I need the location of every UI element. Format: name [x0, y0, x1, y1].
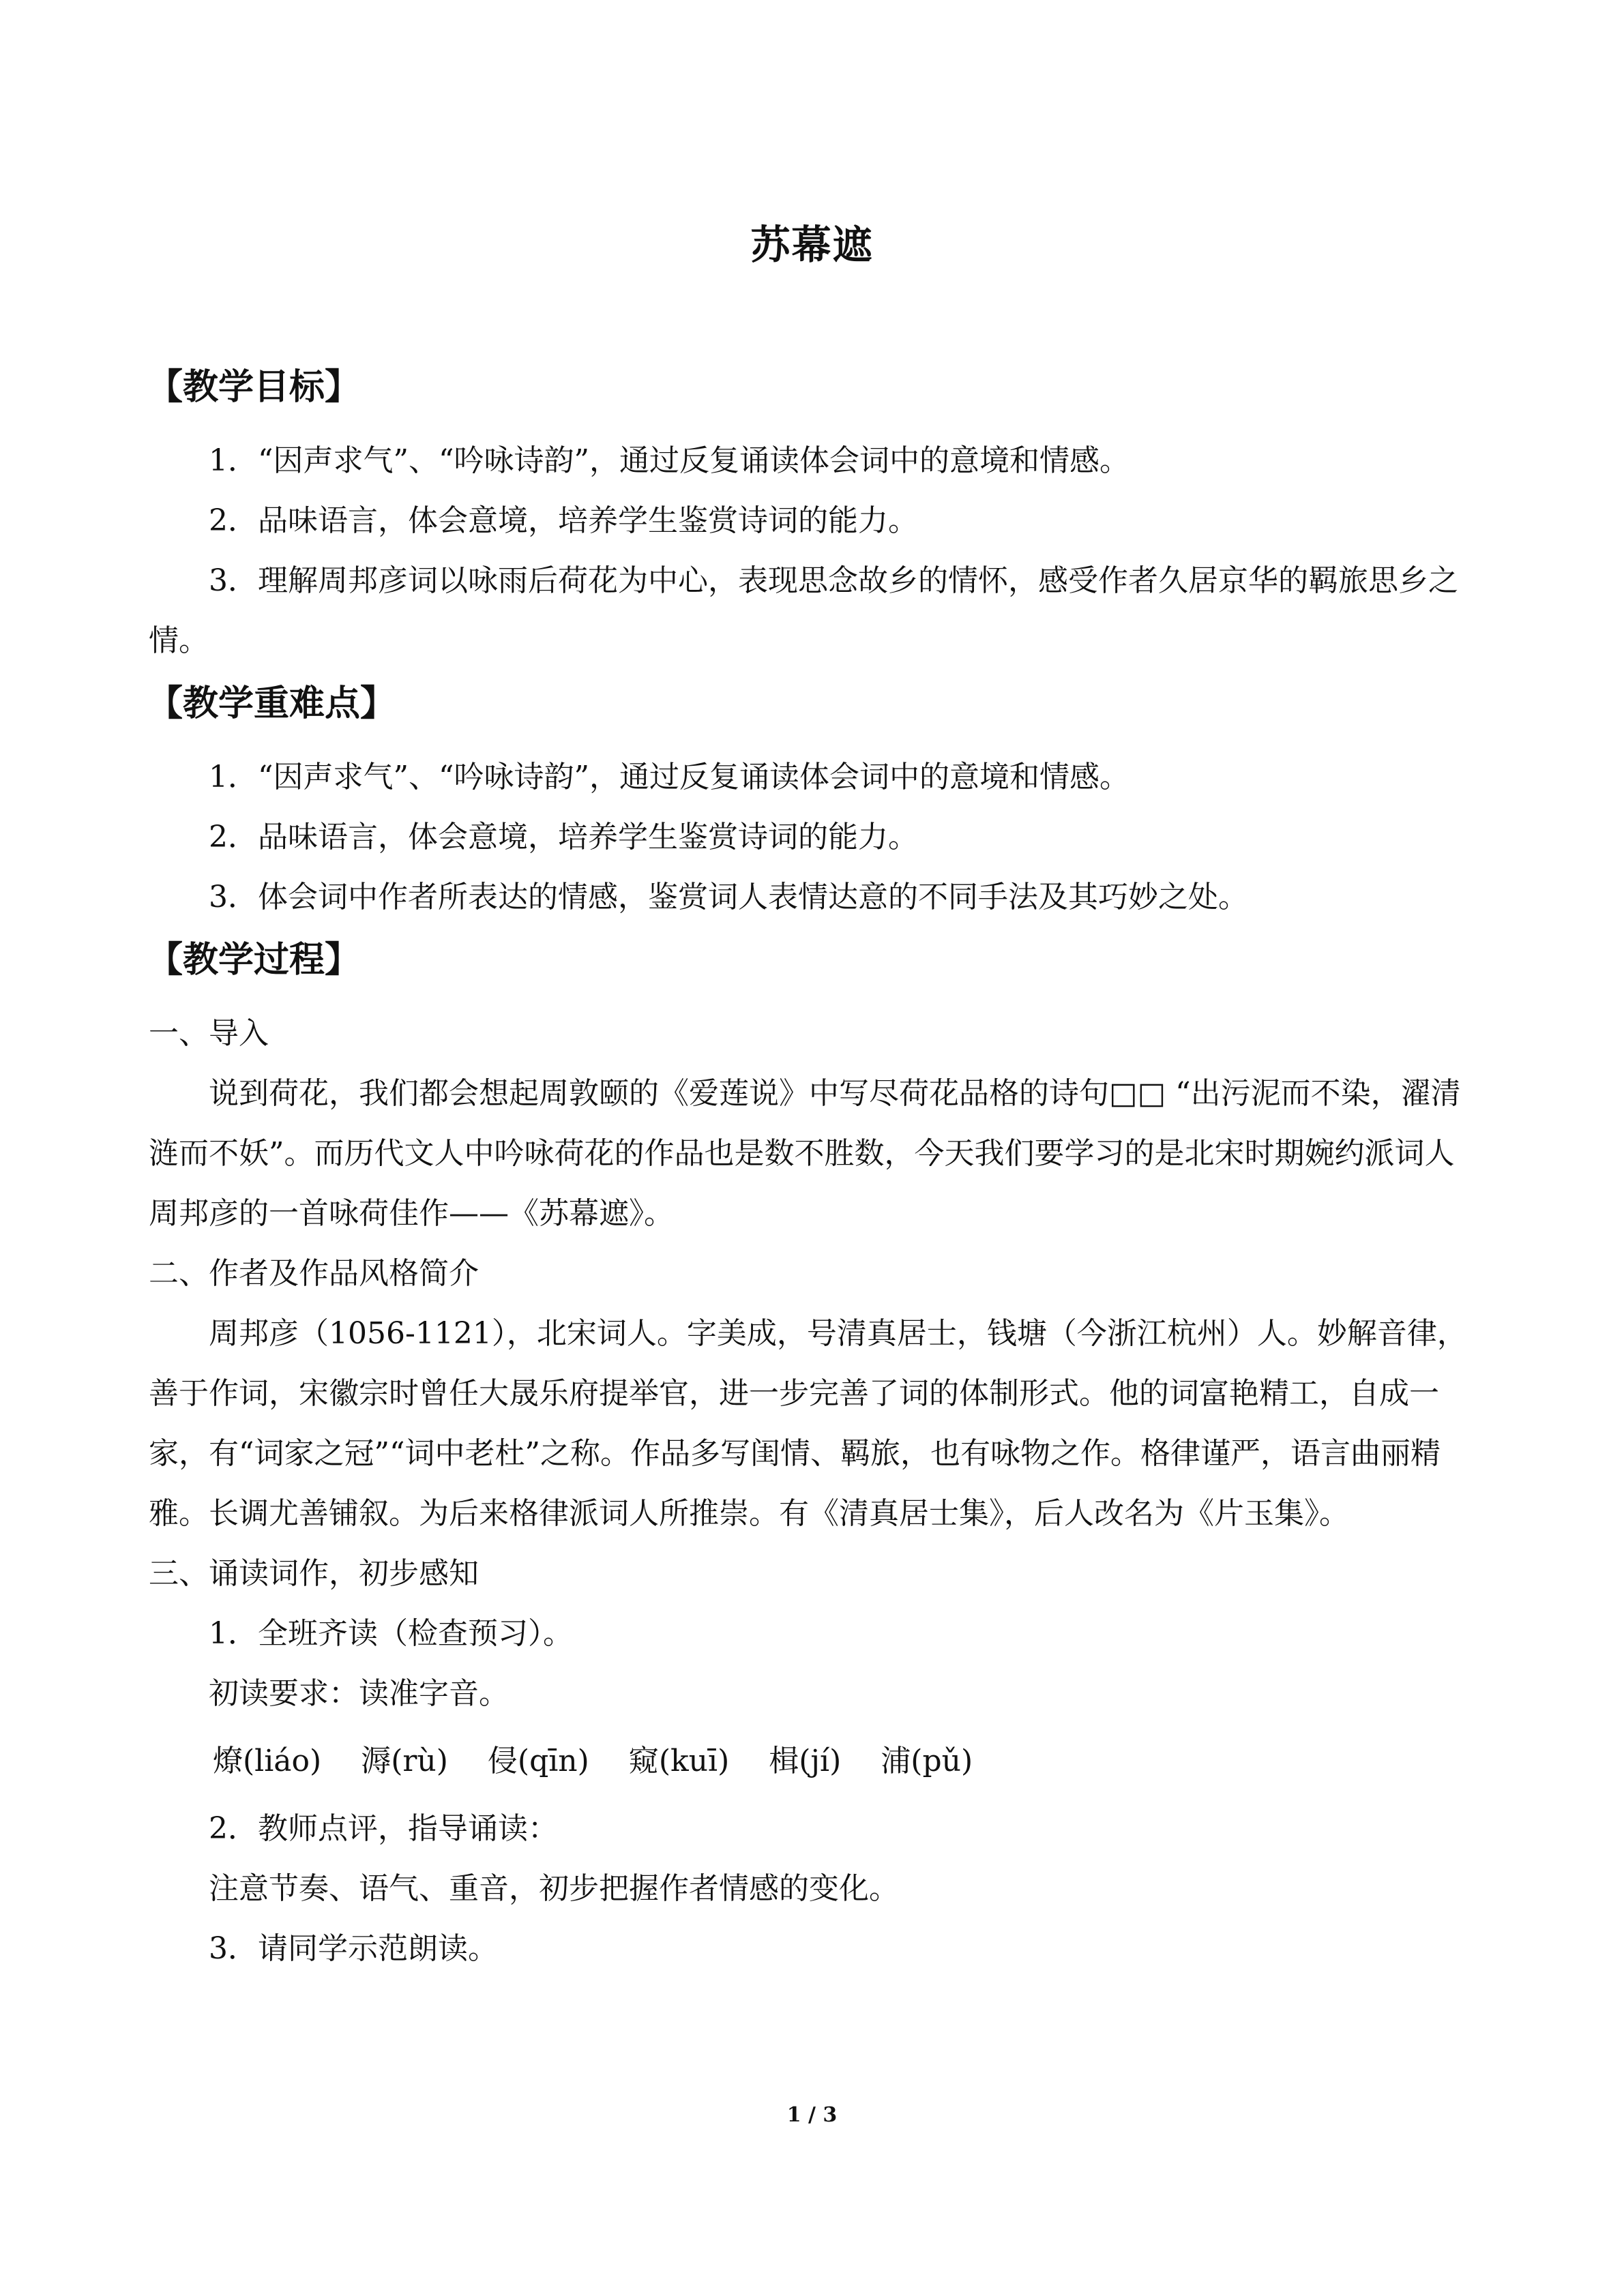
- section-heading-keypoints: 【教学重难点】: [147, 683, 396, 724]
- author-paragraph: 周邦彦（1056-1121），北宋词人。字美成，号清真居士，钱塘（今浙江杭州）人。妙解音律，善于作词，宋徽宗时曾任大晟乐府提举官，进一步完善了词的体制形式。他的词富艳精工，自成一家，有“词家之冠”“词中老杜”之称。作品多写闺情、羁旅，也有咏物之作。格律谨严，语言曲丽精雅。长调尤善铺叙。为后来格律派词人所推崇。有《清真居士集》，后人改名为《片玉集》。: [149, 1316, 1467, 1531]
- document-title: 苏幕遮: [750, 222, 874, 268]
- reading-step-2: 2．教师点评，指导诵读：: [209, 1811, 558, 1846]
- pinyin-item: 溽(rù): [361, 1744, 448, 1778]
- goal-item: 1．“因声求气”、“吟咏诗韵”，通过反复诵读体会词中的意境和情感。: [209, 443, 1130, 478]
- goal-item: 3．理解周邦彦词以咏雨后荷花为中心，表现思念故乡的情怀，感受作者久居京华的羁旅思乡之情。: [149, 563, 1458, 658]
- keypoint-item: 2．品味语言，体会意境，培养学生鉴赏诗词的能力。: [209, 820, 918, 854]
- pinyin-item: 燎(liáo): [213, 1744, 322, 1778]
- document-body: [149, 355, 1479, 1979]
- intro-paragraph: 说到荷花，我们都会想起周敦颐的《爱莲说》中写尽荷花品格的诗句□□ “出污泥而不染，濯清涟而不妖”。而历代文人中吟咏荷花的作品也是数不胜数，今天我们要学习的是北宋时期婉约派词人周邦彦的一首咏荷佳作——《苏幕遮》。: [149, 1076, 1461, 1231]
- pinyin-item: 侵(qīn): [487, 1744, 589, 1778]
- pinyin-item: 窥(kuī): [628, 1744, 730, 1778]
- reading-step-2-requirement: 注意节奏、语气、重音，初步把握作者情感的变化。: [209, 1871, 899, 1906]
- pinyin-list: [149, 1724, 1479, 1799]
- subsection-heading-reading: 三、诵读词作，初步感知: [149, 1556, 479, 1591]
- section-heading-process: 【教学过程】: [147, 939, 361, 981]
- page-number: 1 / 3: [786, 2103, 838, 2127]
- subsection-heading-author: 二、作者及作品风格简介: [149, 1256, 479, 1291]
- reading-step-1: 1．全班齐读（检查预习）。: [209, 1616, 573, 1651]
- keypoint-item: 3．体会词中作者所表达的情感，鉴赏词人表情达意的不同手法及其巧妙之处。: [209, 880, 1248, 914]
- goal-item: 2．品味语言，体会意境，培养学生鉴赏诗词的能力。: [209, 503, 918, 538]
- subsection-heading-intro: 一、导入: [149, 1016, 269, 1051]
- keypoint-item: 1．“因声求气”、“吟咏诗韵”，通过反复诵读体会词中的意境和情感。: [209, 760, 1130, 794]
- section-heading-goals: 【教学目标】: [147, 366, 361, 408]
- pinyin-item: 楫(jí): [769, 1744, 842, 1778]
- pinyin-item: 浦(pǔ): [881, 1744, 973, 1778]
- reading-step-3: 3．请同学示范朗读。: [209, 1931, 498, 1966]
- reading-step-1-requirement: 初读要求：读准字音。: [209, 1676, 509, 1711]
